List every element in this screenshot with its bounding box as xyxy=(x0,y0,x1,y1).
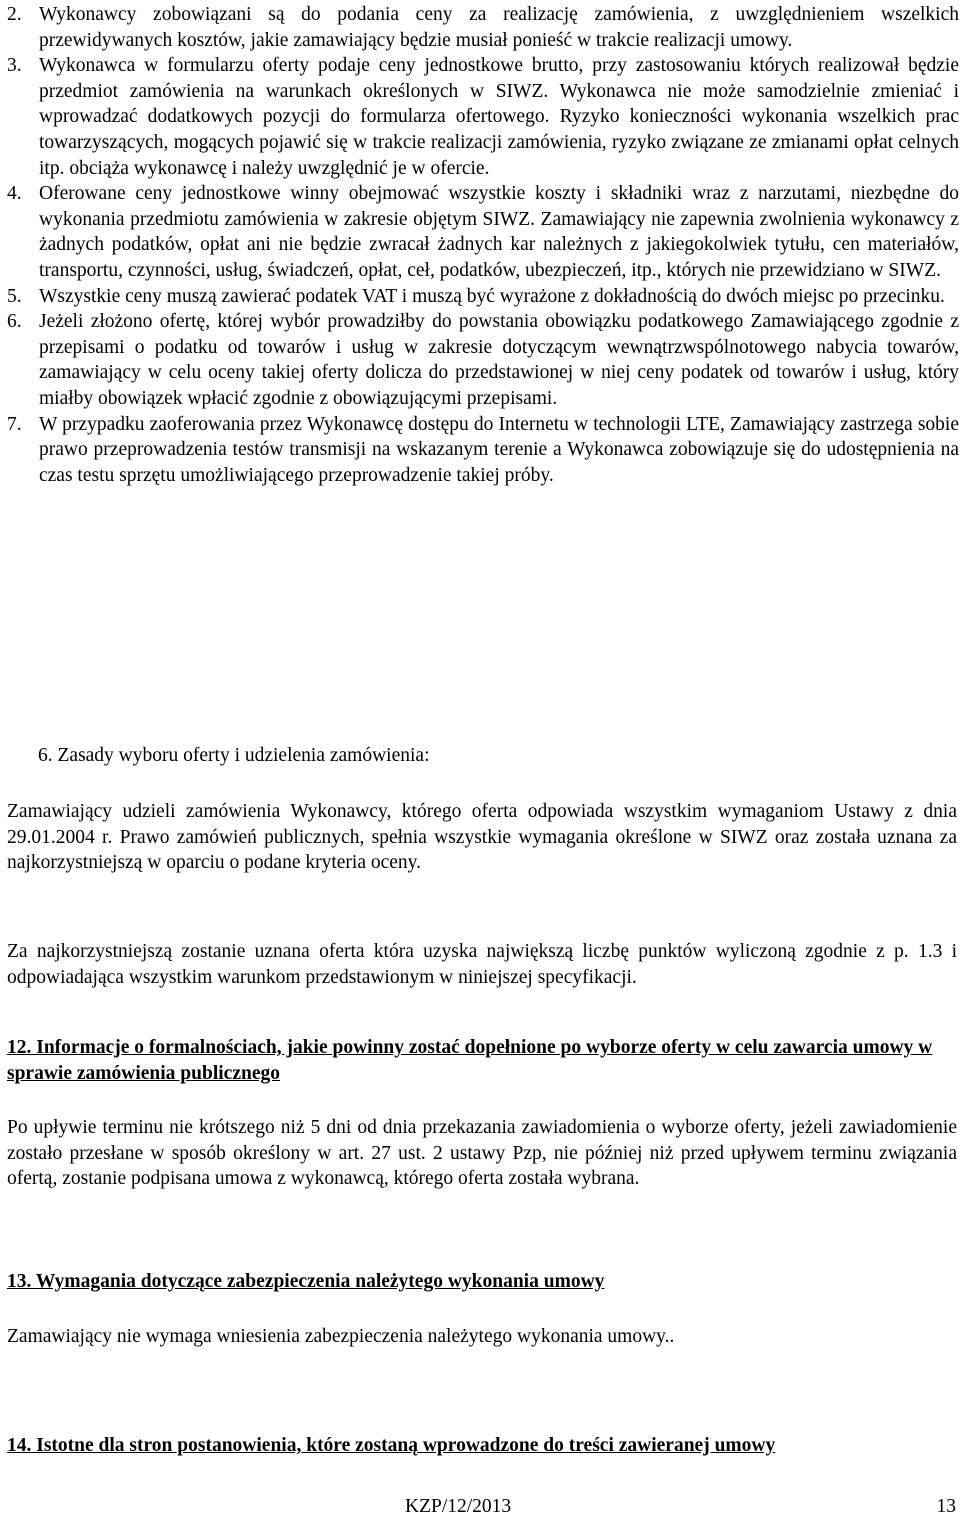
section-12-heading: 12. Informacje o formalnościach, jakie powinny zostać dopełnione po wyborze oferty w celu zawarcia umowy w sprawie zamówienia publicznego xyxy=(7,1037,933,1084)
list-item-text: Wykonawca w formularzu oferty podaje ceny jednostkowe brutto, przy zastosowaniu których realizował będzie przedmiot zamówienia na warunkach określonych w SIWZ. Wykonawca nie może samodzielnie zmieniać i wprowadzać dodatkowych pozycji do formularza ofertowego. Ryzyko konieczności wykonania wszelkich prac towarzyszących, mogących pojawić się w trakcie realizacji zamówienia, ryzyko związane ze zmianami opłat celnych itp. obciąża wykonawcę i należy uwzględnić je w ofercie. xyxy=(39,55,959,179)
list-item-number: 7. xyxy=(7,413,22,435)
list-item-text: Jeżeli złożono ofertę, której wybór prowadziłby do powstania obowiązku podatkowego Zamawiającego zgodnie z przepisami o podatku od towarów i usług w zakresie dotyczącym wewnątrzwspólnotowego nabycia towarów, zamawiający w celu oceny takiej oferty dolicza do przedstawionej w niej ceny podatek od towarów i usług, który miałby obowiązek wpłacić zgodnie z obowiązującymi przepisami. xyxy=(39,311,959,409)
list-item-number: 2. xyxy=(7,4,22,25)
list-item-text: Wykonawcy zobowiązani są do podania ceny za realizację zamówienia, z uwzględnieniem wszelkich przewidywanych kosztów, jakie zamawiający będzie musiał ponieść w trakcie realizacji umowy. xyxy=(39,4,959,51)
numbered-list xyxy=(7,2,959,488)
page-footer xyxy=(0,1494,960,1517)
list-item-number: 6. xyxy=(7,311,22,333)
document-code: KZP/12/2013 xyxy=(405,1496,512,1517)
section-6-paragraph-1: Zamawiający udzieli zamówienia Wykonawcy, którego oferta odpowiada wszystkim wymaganiom Ustawy z dnia 29.01.2004 r. Prawo zamówień publicznych, spełnia wszystkie wymagania określone w SIWZ oraz została uznana za najkorzystniejszą w oparciu o podane kryteria oceny. xyxy=(7,801,957,874)
list-item-number: 3. xyxy=(7,55,22,77)
section-6-heading: 6. Zasady wyboru oferty i udzielenia zamówienia: xyxy=(38,745,430,766)
list-item xyxy=(7,53,959,181)
section-12-paragraph: Po upływie terminu nie krótszego niż 5 dni od dnia przekazania zawiadomienia o wyborze oferty, jeżeli zawiadomienie zostało przesłane w sposób określony w art. 27 ust. 2 ustawy Pzp, nie później niż przed upływem terminu związania ofertą, zostanie podpisana umowa z wykonawcą, którego oferta została wybrana. xyxy=(7,1117,957,1190)
section-13-heading: 13. Wymagania dotyczące zabezpieczenia należytego wykonania umowy xyxy=(7,1271,605,1292)
list-item xyxy=(7,412,959,489)
page-number: 13 xyxy=(936,1496,956,1517)
list-item-number: 4. xyxy=(7,183,22,205)
list-item xyxy=(7,284,959,310)
list-item xyxy=(7,2,959,53)
list-item-text: W przypadku zaoferowania przez Wykonawcę dostępu do Internetu w technologii LTE, Zamawiający zastrzega sobie prawo przeprowadzenia testów transmisji na wskazanym terenie a Wykonawca zobowiązuje się do udostępnienia na czas testu sprzętu umożliwiającego przeprowadzenie takiej próby. xyxy=(39,413,959,486)
list-item-number: 5. xyxy=(7,285,22,307)
list-item-text: Wszystkie ceny muszą zawierać podatek VAT i muszą być wyrażone z dokładnością do dwóch miejsc po przecinku. xyxy=(39,285,945,307)
section-14-heading: 14. Istotne dla stron postanowienia, które zostaną wprowadzone do treści zawieranej umowy xyxy=(7,1435,776,1456)
list-item xyxy=(7,309,959,411)
list-item xyxy=(7,181,959,283)
section-6-paragraph-2: Za najkorzystniejszą zostanie uznana oferta która uzyska największą liczbę punktów wyliczoną zgodnie z p. 1.3 i odpowiadająca wszystkim warunkom przedstawionym w niniejszej specyfikacji. xyxy=(7,941,957,988)
section-13-paragraph: Zamawiający nie wymaga wniesienia zabezpieczenia należytego wykonania umowy.. xyxy=(7,1326,675,1347)
list-item-text: Oferowane ceny jednostkowe winny obejmować wszystkie koszty i składniki wraz z narzutami, niezbędne do wykonania przedmiotu zamówienia w zakresie objętym SIWZ. Zamawiający nie zapewnia zwolnienia wykonawcy z żadnych podatków, opłat ani nie będzie zwracał żadnych kar należnych z jakiegokolwiek tytułu, cen materiałów, transportu, czynności, usług, świadczeń, opłat, ceł, podatków, ubezpieczeń, itp., których nie przewidziano w SIWZ. xyxy=(39,183,959,281)
